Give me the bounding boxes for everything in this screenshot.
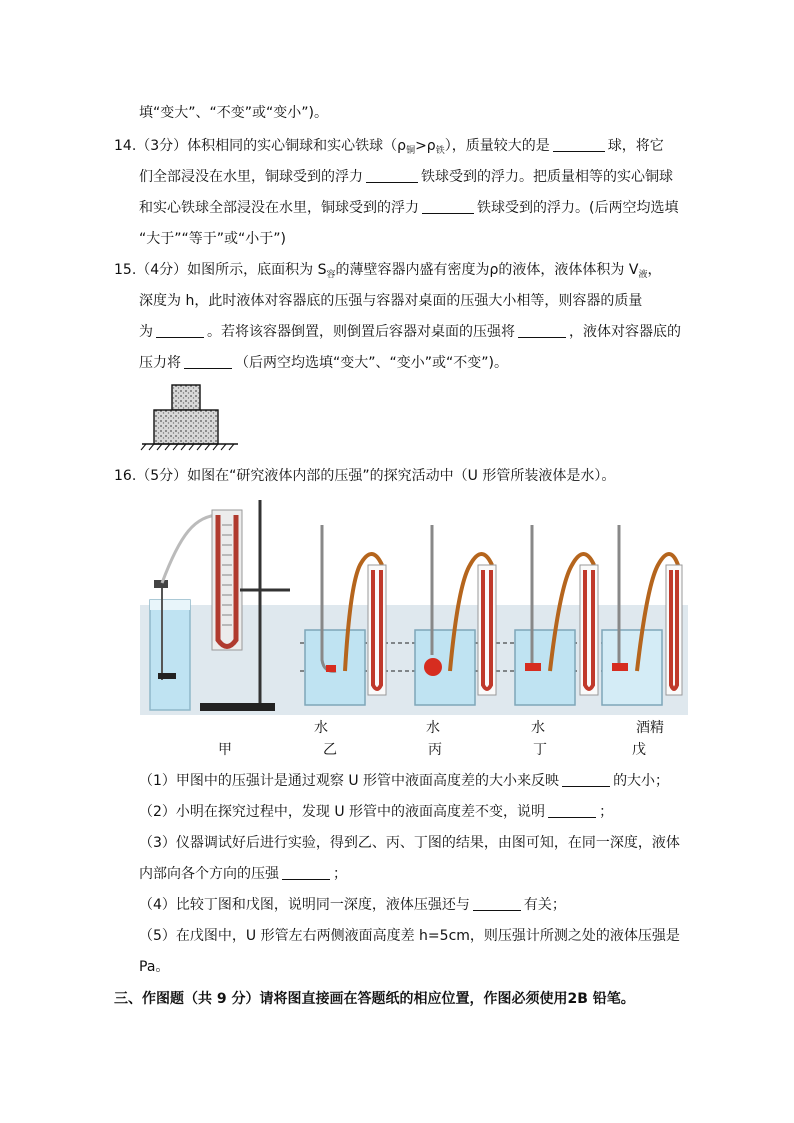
q14-text-1b: >ρ (415, 138, 436, 154)
q16-blank-3[interactable] (282, 865, 330, 880)
q15-sub-liquid: 液 (638, 270, 648, 280)
q14-blank-2[interactable] (366, 168, 418, 183)
q14-line-3 (139, 198, 678, 218)
q16-part-1 (139, 771, 669, 791)
q15-blank-3[interactable] (184, 354, 232, 369)
q15-text-4b: （后两空均选填“变大”、“变小”或“不变”)。 (235, 355, 508, 371)
liquid-label-bing: 水 (426, 720, 440, 736)
q15-blank-2[interactable] (518, 323, 566, 338)
q16-p1-text-a: （1）甲图中的压强计是通过观察 U 形管中液面高度差的大小来反映 (139, 773, 560, 789)
q16-p2-text-b: ； (599, 804, 614, 820)
q15-line-1 (114, 260, 661, 285)
liquid-label-yi: 水 (314, 720, 328, 736)
section-3-heading: 三、作图题（共 9 分）请将图直接画在答题纸的相应位置，作图必须使用2B 铅笔。 (114, 991, 635, 1007)
q15-line-4 (139, 353, 508, 373)
q15-text-4a: 压力将 (139, 355, 181, 371)
q15-number: 15.（4分） (114, 262, 188, 278)
q16-title: 如图在“研究液体内部的压强”的探究活动中（U 形管所装液体是水）。 (187, 468, 616, 484)
q16-number: 16.（5分） (114, 468, 188, 484)
q14-text-3a: 和实心铁球全部浸没在水里，铜球受到的浮力 (139, 200, 419, 216)
q14-text-2a: 们全部浸没在水里，铜球受到的浮力 (139, 169, 363, 185)
q14-text-2b: 铁球受到的浮力。把质量相等的实心铜球 (421, 169, 673, 185)
q16-blank-2[interactable] (548, 803, 596, 818)
q14-text-1d: 球，将它 (607, 138, 664, 154)
q14-line-2 (139, 167, 673, 187)
q16-p3-text-b: 内部向各个方向的压强 (139, 866, 279, 882)
q15-text-3a: 为 (139, 324, 153, 340)
figure-label-jia: 甲 (218, 742, 232, 758)
q16-blank-4[interactable] (473, 896, 521, 911)
q14-text-3b: 铁球受到的浮力。(后两空均选填 (477, 200, 679, 216)
q15-text-1b: 的薄壁容器内盛有密度为ρ的液体，液体体积为 V (335, 262, 639, 278)
q14-blank-1[interactable] (553, 137, 605, 152)
q15-line-3 (139, 322, 681, 342)
q16-p1-text-b: 的大小； (613, 773, 670, 789)
q16-part-5b: Pa。 (139, 959, 170, 975)
q14-line-4: “大于”“等于”或“小于”) (139, 231, 286, 247)
q15-blank-1[interactable] (156, 323, 204, 338)
q14-text-1c: ），质量较大的是 (444, 138, 550, 154)
q16-p4-text-a: （4）比较丁图和戊图，说明同一深度，液体压强还与 (139, 897, 470, 913)
q15-container-figure (140, 380, 260, 452)
q16-part-2 (139, 802, 613, 822)
q16-blank-1[interactable] (562, 772, 610, 787)
q16-apparatus-figure (140, 495, 688, 717)
liquid-label-ding: 水 (531, 720, 545, 736)
q15-text-3b: 。若将该容器倒置，则倒置后容器对桌面的压强将 (207, 324, 515, 340)
q15-text-1c: ， (647, 262, 662, 278)
q16-p3-text-c: ； (333, 866, 347, 882)
figure-label-ding: 丁 (533, 742, 547, 758)
liquid-label-wu: 酒精 (636, 720, 664, 736)
q16-p2-text-a: （2）小明在探究过程中，发现 U 形管中的液面高度差不变，说明 (139, 804, 546, 820)
q16-line-title (114, 466, 615, 486)
q14-blank-3[interactable] (422, 199, 474, 214)
q15-text-3c: ，液体对容器底的 (569, 324, 681, 340)
q16-part-5a: （5）在戊图中，U 形管左右两侧液面高度差 h=5cm，则压强计所测之处的液体压强是 (139, 928, 680, 944)
q16-p4-text-b: 有关； (523, 897, 566, 913)
q16-part-3b (139, 864, 347, 884)
q14-sub-iron: 铁 (435, 146, 445, 156)
figure-label-wu: 戊 (632, 742, 646, 758)
q15-text-1a: 如图所示，底面积为 S (187, 262, 327, 278)
q15-sub-container: 容 (326, 270, 336, 280)
q13-tail: 填“变大”、“不变”或“变小”)。 (139, 105, 328, 121)
q14-sub-copper: 铜 (406, 146, 416, 156)
figure-label-bing: 丙 (428, 742, 442, 758)
figure-label-yi: 乙 (323, 742, 337, 758)
q14-line-1 (114, 136, 664, 161)
q15-line-2: 深度为 h，此时液体对容器底的压强与容器对桌面的压强大小相等，则容器的质量 (139, 293, 643, 309)
q16-part-4 (139, 895, 566, 915)
q14-text-1a: 体积相同的实心铜球和实心铁球（ρ (187, 138, 407, 154)
q14-number: 14.（3分） (114, 138, 188, 154)
q16-part-3a: （3）仪器调试好后进行实验，得到乙、丙、丁图的结果，由图可知，在同一深度，液体 (139, 835, 680, 851)
